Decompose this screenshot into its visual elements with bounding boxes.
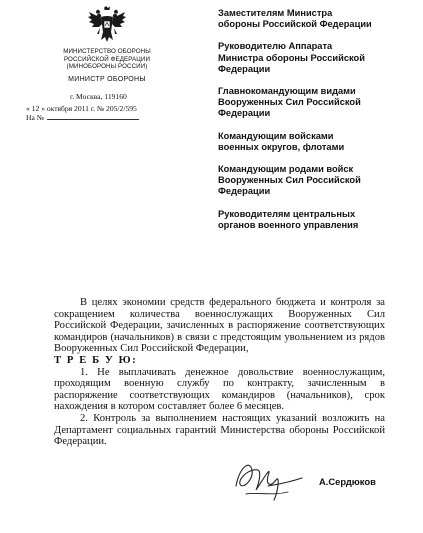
addressee-list	[218, 8, 418, 242]
addressee-1: Заместителям Министра обороны Российской Федерации	[218, 8, 372, 30]
addressee-2: Руководителю Аппарата Министра обороны Российской Федерации	[218, 41, 365, 74]
addressee-6: Руководителям центральных органов военного управления	[218, 208, 359, 230]
reference-label: На №	[26, 112, 44, 122]
reference-blank	[47, 119, 139, 120]
order-body	[54, 297, 385, 448]
demand-heading: Т Р Е Б У Ю:	[54, 354, 138, 366]
addressee-3: Главнокомандующим видами Вооруженных Сил Российской Федерации	[218, 86, 361, 119]
ministry-name-line-3: (МИНОБОРОНЫ РОССИИ)	[66, 63, 148, 71]
intro-paragraph: В целях экономии средств федерального бюджета и контроля за сокращением количества военнослужащих Вооруженных Сил Российской Федерации, зачисленных в распоряжение соответствующих командиров (начальников) в связи с предстоящим увольнением из рядов Вооруженных Сил Российской Федерации,	[54, 297, 385, 355]
double-headed-eagle-emblem	[87, 6, 127, 44]
addressee-4: Командующим войсками военных округов, флотами	[218, 130, 345, 152]
document-date-number: « 12 » октября 2011 г. № 205/2/595	[26, 103, 137, 113]
minister-title: МИНИСТР ОБОРОНЫ	[68, 75, 146, 83]
handwritten-signature	[228, 456, 308, 506]
ministry-name-line-2: РОССИЙСКОЙ ФЕДЕРАЦИИ	[63, 55, 151, 63]
point-2-paragraph: 2. Контроль за выполнением настоящих указаний возложить на Департамент социальных гарантий Министерства обороны Российской Федерации.	[54, 412, 385, 448]
addressee-5: Командующим родами войск Вооруженных Сил Российской Федерации	[218, 164, 361, 197]
letterhead	[26, 6, 166, 122]
city-address: г. Москва, 119160	[70, 91, 127, 101]
ministry-name-line-1: МИНИСТЕРСТВО ОБОРОНЫ	[63, 48, 151, 55]
point-1-paragraph: 1. Не выплачивать денежное довольствие военнослужащим, проходящим военную службу по контракту, зачисленным в распоряжение соответствующих командиров (начальников), срок нахождения в котором составляет более 6 месяцев.	[54, 366, 385, 413]
reference-line	[26, 113, 166, 122]
signer-name: А.Сердюков	[319, 476, 376, 487]
